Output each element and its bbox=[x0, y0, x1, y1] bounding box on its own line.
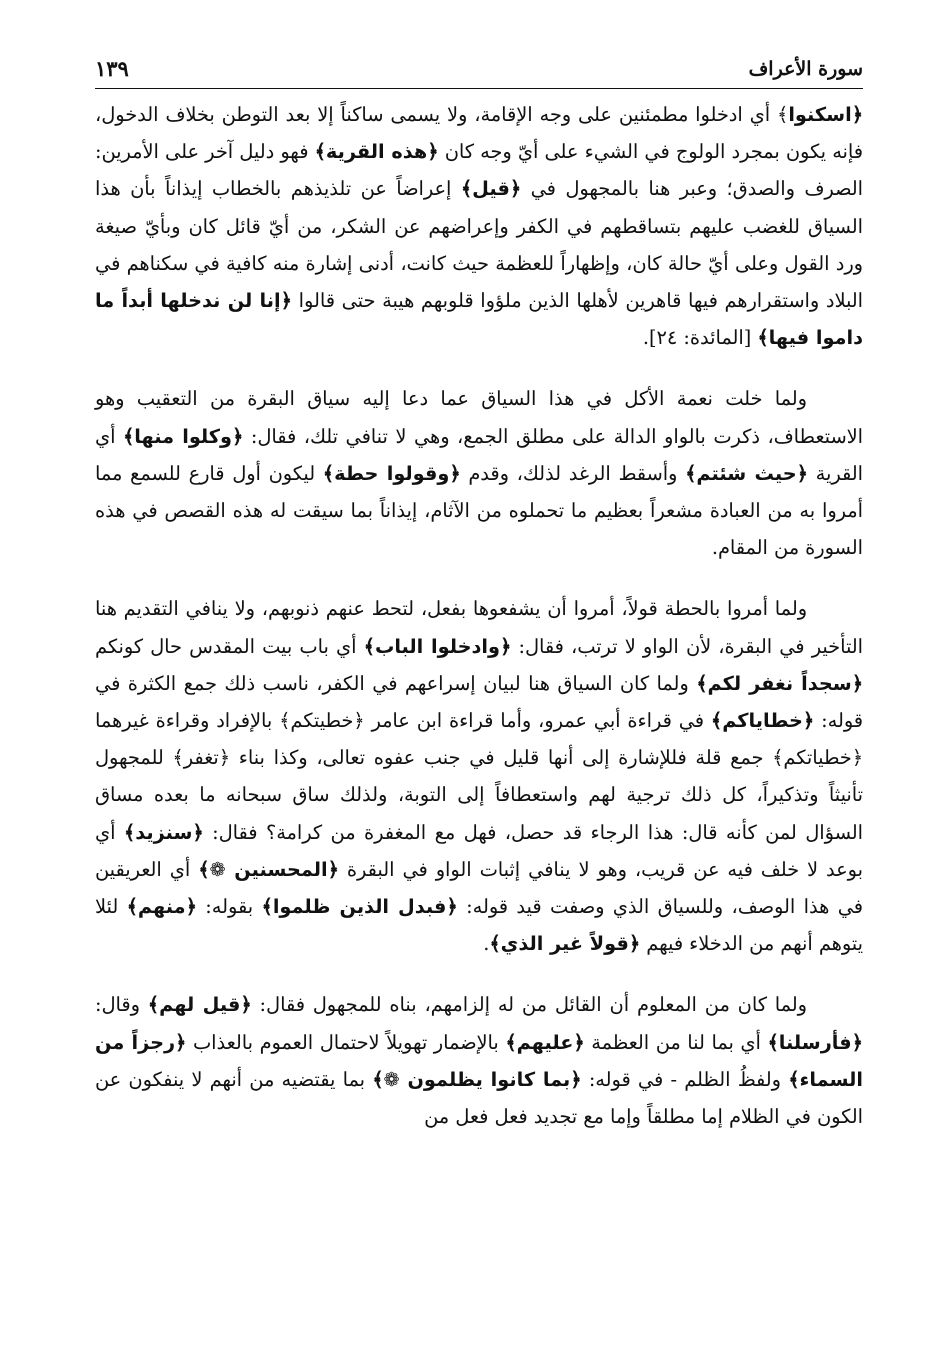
page-number: ١٣٩ bbox=[95, 56, 129, 81]
text-segment: لئلا يتوهم أنهم من الدخلاء فيهم bbox=[95, 895, 863, 956]
quran-quote: اسكنوا bbox=[788, 103, 852, 126]
text-segment: في قراءة أبي عمرو، وأما قراءة ابن عامر ﴿خطيتكم﴾ بالإفراد وقراءة غيرهما ﴿خطياتكم﴾ جمع قلة فللإشارة إلى أنها قليل في جنب عفوه تعالى، وكذا بناء ﴿تغفر﴾ للمجهول تأنيثاً وتذكيراً، كل ذلك ترجية لهم واستعطافاً إلى التوبة، ولذلك ساق سبحانه ما بعده مساق السؤال لمن كأنه قال: هذا الرجاء قد حصل، فهل مع المغفرة من كرامة؟ فقال: bbox=[95, 709, 863, 844]
text-segment: وقال: bbox=[95, 993, 148, 1017]
text-segment: ولما كان السياق هنا لبيان إسراعهم في الكفر، ناسب ذلك جمع الكثرة في قوله: bbox=[95, 671, 863, 733]
text-segment: ولما أمروا بالحطة قولاً، أمروا أن يشفعوها بفعل، لتحط عنهم ذنوبهم، ولا ينافي التقديم هنا التأخير في البقرة، لأن الواو لا ترتب، فقال: bbox=[95, 597, 863, 658]
text-segment: . bbox=[483, 932, 490, 956]
paragraph bbox=[95, 380, 863, 566]
text-segment: أي بوعد لا خلف فيه عن قريب، وهو لا ينافي إثبات الواو في البقرة bbox=[95, 820, 863, 881]
quran-quote: ﴿قيل لهم﴾ bbox=[147, 993, 252, 1017]
surah-title: سورة الأعراف bbox=[748, 58, 863, 80]
text-segment: فهو دليل آخر على الأمرين: الصرف والصدق؛ وعبر هنا بالمجهول في bbox=[95, 140, 863, 201]
text-segment: أي باب بيت المقدس حال كونكم bbox=[95, 634, 364, 658]
text-segment: أي القرية bbox=[95, 424, 863, 485]
quran-quote: ﴿منهم﴾ bbox=[126, 895, 197, 919]
quran-quote: ﴿سنزيد﴾ bbox=[123, 820, 204, 844]
quran-quote: ﴿بما كانوا يظلمون ❁﴾ bbox=[372, 1067, 582, 1091]
text-segment: ولما خلت نعمة الأكل في هذا السياق عما دعا إليه سياق البقرة من التعقيب وهو الاستعطاف، ذكرت بالواو الدالة على مطلق الجمع، وهي لا تنافي تلك، فقال: bbox=[95, 387, 863, 448]
text-segment: ولفظُ الظلم - في قوله: bbox=[581, 1067, 789, 1091]
text-segment: وأسقط الرغد لذلك، وقدم bbox=[460, 461, 686, 485]
quran-quote: ﴿قيل﴾ bbox=[460, 177, 522, 201]
text-segment: ﴾ أي ادخلوا مطمئنين على وجه الإقامة، ولا يسمى ساكناً إلا بعد التوطن بخلاف الدخول، فإنه يكون بمجرد الولوج في الشيء على أيّ وجه كان bbox=[95, 103, 863, 164]
text-segment: ولما كان من المعلوم أن القائل من له إلزامهم، بناه للمجهول فقال: bbox=[251, 993, 807, 1017]
quran-quote: ﴿فأرسلنا﴾ bbox=[767, 1030, 863, 1054]
quran-quote: ﴿حيث شئتم﴾ bbox=[685, 461, 808, 485]
quran-quote: ﴿خطاياكم﴾ bbox=[710, 709, 815, 733]
text-segment: أي بما لنا من العظمة bbox=[584, 1030, 768, 1054]
text-segment: بالإضمار تهويلاً لاحتمال العموم بالعذاب bbox=[186, 1030, 506, 1054]
quran-quote: ﴿فبدل الذين ظلموا﴾ bbox=[261, 895, 458, 919]
quran-quote: ﴿إنا لن ندخلها أبداً ما داموا فيها﴾ bbox=[95, 289, 863, 350]
paragraph bbox=[95, 986, 863, 1135]
quran-quote: ﴿ bbox=[851, 103, 863, 126]
text-segment: [المائدة: ٢٤]. bbox=[642, 326, 758, 350]
paragraph bbox=[95, 96, 863, 356]
quran-quote: ﴿وقولوا حطة﴾ bbox=[322, 461, 461, 485]
quran-quote: ﴿وادخلوا الباب﴾ bbox=[363, 634, 512, 658]
text-segment: إعراضاً عن تلذيذهم بالخطاب إيذاناً بأن هذا السياق للغضب عليهم بتساقطهم في الكفر وإعراضهم عن الشكر، من أيّ قائل كان وبأيّ صيغة ورد القول وعلى أيّ حالة كان، وإظهاراً للعظمة حيث كانت، أدنى إشارة منه كافية في سكناهم في البلاد واستقرارهم فيها قاهرين لأهلها الذين ملؤوا قلوبهم هيبة حتى قالوا bbox=[95, 177, 863, 313]
paragraph bbox=[95, 590, 863, 962]
text-segment: ليكون أول قارع للسمع مما أمروا به من العبادة مشعراً بعظيم ما تحملوه من الآثام، إيذاناً بما سيقت له هذه القصص في هذه السورة من المقام. bbox=[95, 461, 863, 560]
quran-quote: ﴿هذه القرية﴾ bbox=[314, 140, 439, 164]
quran-quote: ﴿سجداً نغفر لكم﴾ bbox=[696, 671, 863, 695]
page-header bbox=[95, 52, 863, 89]
quran-quote: ﴿وكلوا منها﴾ bbox=[123, 424, 244, 448]
quran-quote: ﴿رجزاً من السماء﴾ bbox=[95, 1030, 863, 1091]
quran-quote: ﴿عليهم﴾ bbox=[505, 1030, 585, 1054]
body-text bbox=[95, 96, 863, 1159]
quran-quote: ﴿المحسنين ❁﴾ bbox=[198, 857, 339, 881]
text-segment: أي العريقين في هذا الوصف، وللسياق الذي وصفت قيد قوله: bbox=[95, 857, 864, 919]
quran-quote: ﴿قولاً غير الذي﴾ bbox=[489, 932, 641, 956]
text-segment: بما يقتضيه من أنهم لا ينفكون عن الكون في الظلام إما مطلقاً وإما مع تجديد فعل فعل من bbox=[95, 1067, 863, 1129]
text-segment: بقوله: bbox=[196, 895, 262, 919]
